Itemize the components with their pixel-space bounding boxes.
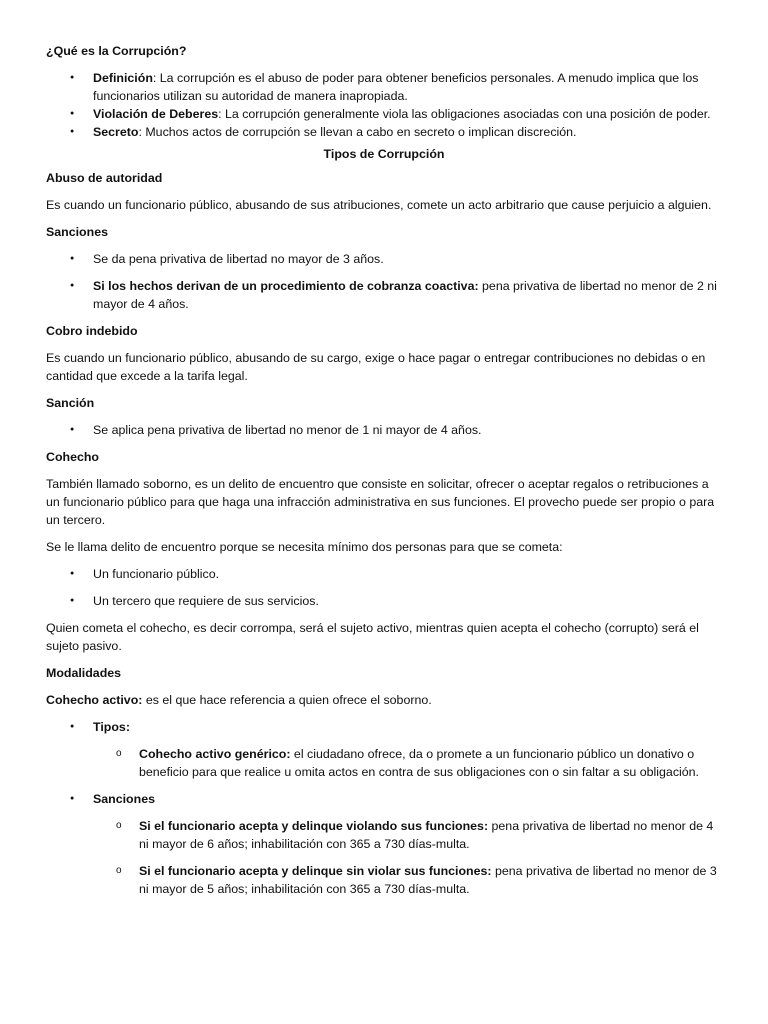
item-label: Si el funcionario acepta y delinque violando sus funciones: bbox=[139, 819, 489, 833]
section-heading-cohecho: Cohecho bbox=[46, 450, 100, 464]
item-text: el ciudadano ofrece, da o promete a un funcionario público un donativo o beneficio para que realice u omita actos en contra de sus obligaciones con o sin faltar a su obligación. bbox=[139, 747, 699, 779]
modalidades-list bbox=[46, 718, 722, 736]
sublist-item bbox=[46, 862, 722, 898]
section-heading-abuso: Abuso de autoridad bbox=[46, 171, 163, 185]
item-label: Si el funcionario acepta y delinque sin violar sus funciones: bbox=[139, 864, 492, 878]
document-body bbox=[46, 42, 722, 907]
list-item bbox=[46, 790, 722, 808]
modalidades-list bbox=[46, 790, 722, 808]
paragraph: Es cuando un funcionario público, abusando de sus atribuciones, comete un acto arbitrario que cause perjuicio a alguien. bbox=[46, 198, 712, 212]
intro-title: ¿Qué es la Corrupción? bbox=[46, 44, 187, 58]
inline-text: es el que hace referencia a quien ofrece el soborno. bbox=[142, 693, 432, 707]
sancion-list bbox=[46, 421, 722, 439]
paragraph: También llamado soborno, es un delito de encuentro que consiste en solicitar, ofrecer o aceptar regalos o retribuciones a un funcionario público para que haga una infracción administrativa en sus funciones. El provecho puede ser propio o para un tercero. bbox=[46, 477, 715, 527]
list-item bbox=[46, 69, 722, 105]
list-item bbox=[46, 105, 722, 123]
list-item bbox=[46, 250, 722, 268]
item-text: Se da pena privativa de libertad no mayor de 3 años. bbox=[93, 252, 384, 266]
item-text: : La corrupción es el abuso de poder para obtener beneficios personales. A menudo implica que los funcionarios utilizan su autoridad de manera inapropiada. bbox=[93, 71, 699, 103]
list-item bbox=[46, 277, 722, 313]
item-label: Cohecho activo genérico: bbox=[139, 747, 291, 761]
item-text: : Muchos actos de corrupción se llevan a cabo en secreto o implican discreción. bbox=[138, 125, 577, 139]
list-item bbox=[46, 123, 722, 141]
paragraph: Se le llama delito de encuentro porque se necesita mínimo dos personas para que se cometa: bbox=[46, 540, 563, 554]
sanciones-sublist bbox=[46, 817, 722, 898]
section-heading-cobro: Cobro indebido bbox=[46, 324, 138, 338]
subheading-modalidades: Modalidades bbox=[46, 666, 122, 680]
item-label: Sanciones bbox=[93, 792, 155, 806]
item-text: Se aplica pena privativa de libertad no menor de 1 ni mayor de 4 años. bbox=[93, 423, 482, 437]
item-text: pena privativa de libertad no menor de 3 ni mayor de 5 años; inhabilitación con 365 a 730 días-multa. bbox=[139, 864, 717, 896]
item-label: Secreto bbox=[93, 125, 139, 139]
list-item bbox=[46, 718, 722, 736]
paragraph: Es cuando un funcionario público, abusando de su cargo, exige o hace pagar o entregar contribuciones no debidas o en cantidad que excede a la tarifa legal. bbox=[46, 351, 706, 383]
subheading-sanciones: Sanciones bbox=[46, 225, 108, 239]
paragraph: Quien cometa el cohecho, es decir corrompa, será el sujeto activo, mientras quien acepta el cohecho (corrupto) será el sujeto pasivo. bbox=[46, 621, 699, 653]
item-text: Un funcionario público. bbox=[93, 567, 220, 581]
tipos-sublist bbox=[46, 745, 722, 781]
item-label: Definición bbox=[93, 71, 153, 85]
inline-label: Cohecho activo: bbox=[46, 693, 143, 707]
item-label: Violación de Deberes bbox=[93, 107, 219, 121]
sublist-item bbox=[46, 745, 722, 781]
list-item bbox=[46, 565, 722, 583]
sanciones-list bbox=[46, 250, 722, 313]
intro-list bbox=[46, 69, 722, 141]
item-label: Si los hechos derivan de un procedimiento de cobranza coactiva: bbox=[93, 279, 479, 293]
item-label: Tipos: bbox=[93, 720, 130, 734]
subheading-sancion: Sanción bbox=[46, 396, 95, 410]
paragraph bbox=[46, 691, 722, 709]
sublist-item bbox=[46, 817, 722, 853]
item-text: Un tercero que requiere de sus servicios. bbox=[93, 594, 319, 608]
list-item bbox=[46, 592, 722, 610]
list-item bbox=[46, 421, 722, 439]
personas-list bbox=[46, 565, 722, 610]
item-text: pena privativa de libertad no menor de 2 ni mayor de 4 años. bbox=[93, 279, 717, 311]
item-text: : La corrupción generalmente viola las obligaciones asociadas con una posición de poder. bbox=[218, 107, 711, 121]
section-title: Tipos de Corrupción bbox=[323, 147, 445, 161]
item-text: pena privativa de libertad no menor de 4 ni mayor de 6 años; inhabilitación con 365 a 730 días-multa. bbox=[139, 819, 714, 851]
